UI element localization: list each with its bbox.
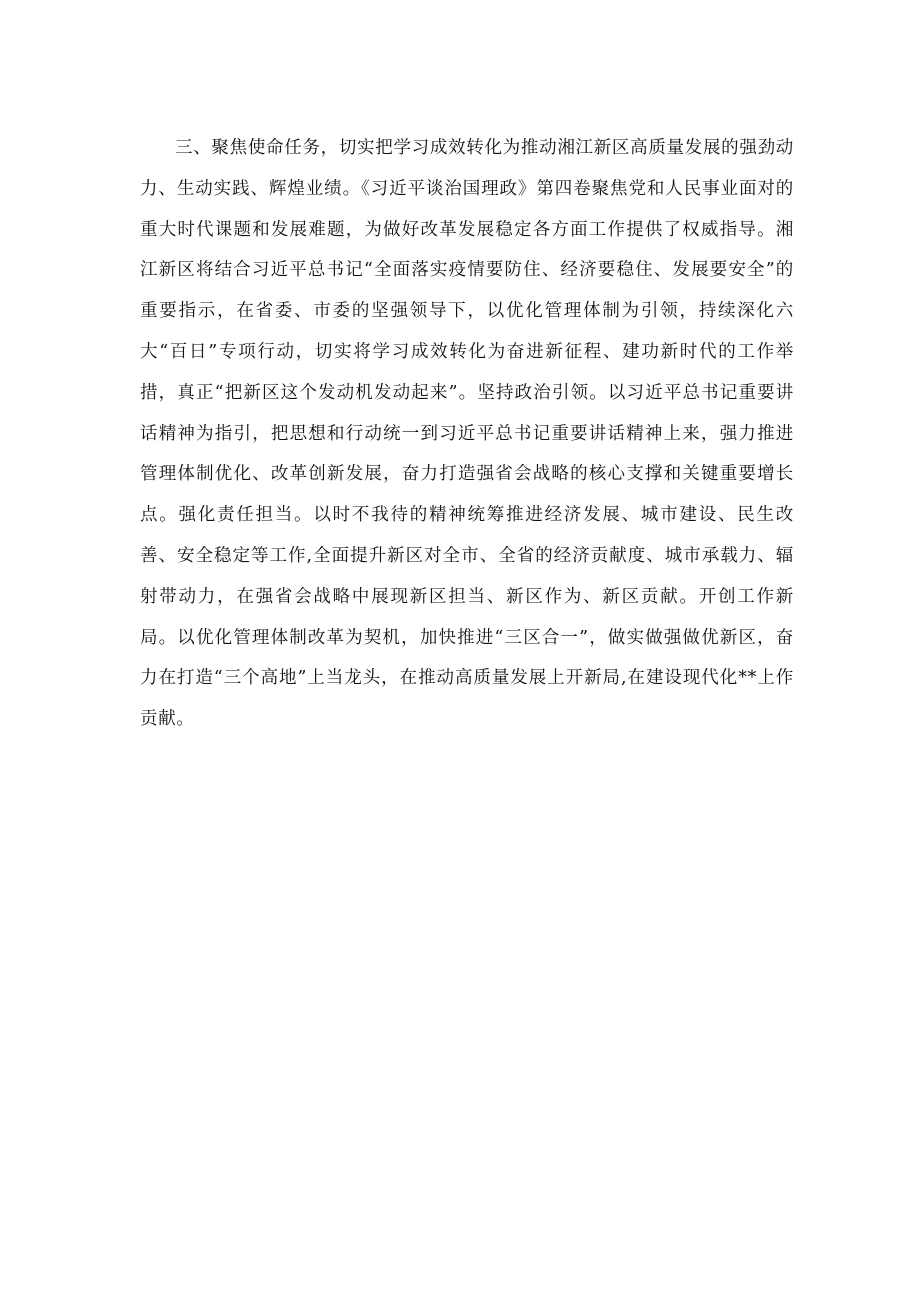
body-paragraph: 三、聚焦使命任务，切实把学习成效转化为推动湘江新区高质量发展的强劲动力、生动实践、辉煌业绩。《习近平谈治国理政》第四卷聚焦党和人民事业面对的重大时代课题和发展难题，为做好改革发展稳定各方面工作提供了权威指导。湘江新区将结合习近平总书记“全面落实疫情要防住、经济要稳住、发展要安全”的重要指示，在省委、市委的坚强领导下，以优化管理体制为引领，持续深化六大“百日”专项行动，切实将学习成效转化为奋进新征程、建功新时代的工作举措，真正“把新区这个发动机发动起来”。坚持政治引领。以习近平总书记重要讲话精神为指引，把思想和行动统一到习近平总书记重要讲话精神上来，强力推进管理体制优化、改革创新发展，奋力打造强省会战略的核心支撑和关键重要增长点。强化责任担当。以时不我待的精神统筹推进经济发展、城市建设、民生改善、安全稳定等工作,全面提升新区对全市、全省的经济贡献度、城市承载力、辐射带动力，在强省会战略中展现新区担当、新区作为、新区贡献。开创工作新局。以优化管理体制改革为契机，加快推进“三区合一”，做实做强做优新区，奋力在打造“三个高地”上当龙头，在推动高质量发展上开新局,在建设现代化**上作贡献。 (140, 138, 794, 730)
